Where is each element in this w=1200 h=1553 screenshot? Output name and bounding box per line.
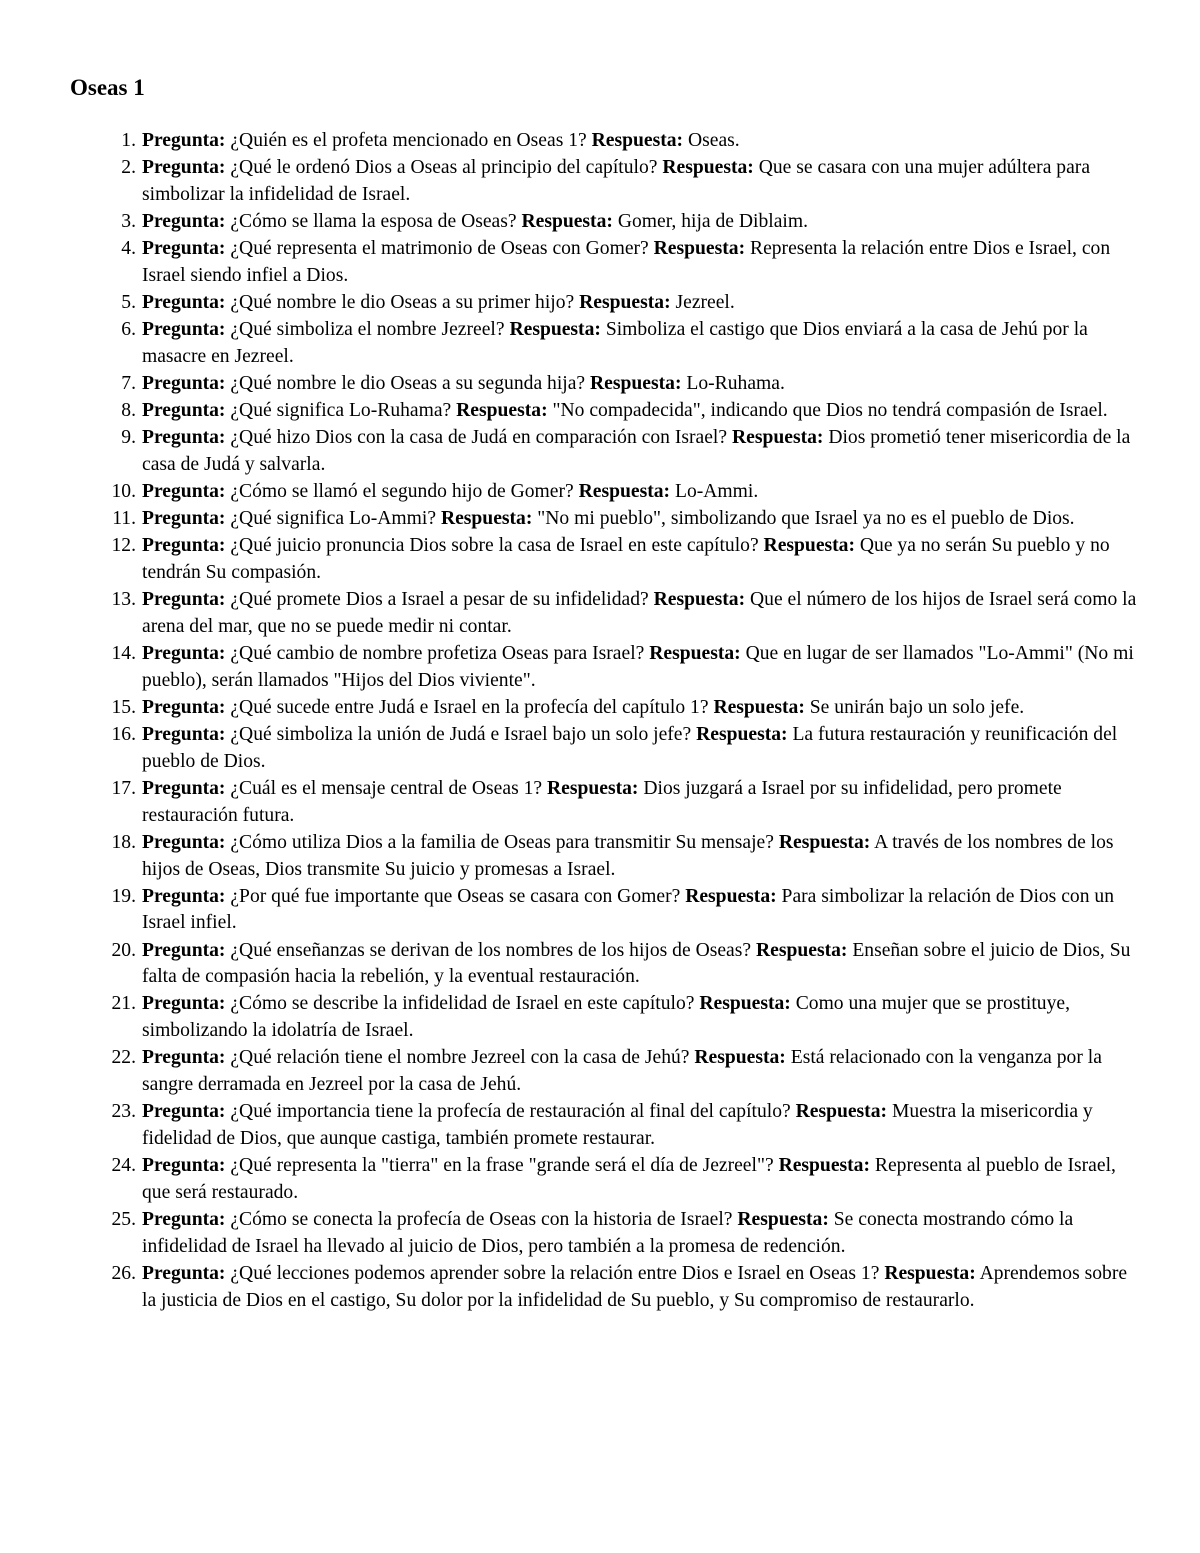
question-label: Pregunta: — [142, 723, 226, 745]
item-number: 26. — [111, 1262, 136, 1284]
question-label: Pregunta: — [142, 508, 226, 530]
question-text: ¿Qué nombre le dio Oseas a su segunda hija? — [230, 372, 586, 394]
qa-item — [0, 722, 1200, 776]
answer-label: Respuesta: — [696, 723, 788, 745]
item-number: 10. — [111, 481, 136, 503]
question-text: ¿Qué promete Dios a Israel a pesar de su infidelidad? — [230, 589, 649, 611]
question-text: ¿Cómo se conecta la profecía de Oseas con la historia de Israel? — [230, 1209, 733, 1230]
answer-text: "No mi pueblo", simbolizando que Israel ya no es el pueblo de Dios. — [537, 508, 1075, 530]
question-text: ¿Por qué fue importante que Oseas se casara con Gomer? — [230, 885, 681, 907]
answer-label: Respuesta: — [579, 291, 671, 313]
answer-label: Respuesta: — [795, 1101, 888, 1123]
question-text: ¿Qué significa Lo-Ammi? — [230, 508, 437, 530]
answer-label: Respuesta: — [653, 589, 746, 611]
qa-item — [0, 776, 1200, 830]
answer-text: Enseñan sobre el juicio de Dios, Su falta de compasión hacia la rebelión, y la eventual restauración. — [142, 939, 1131, 988]
question-text: ¿Qué simboliza el nombre Jezreel? — [230, 319, 505, 341]
question-text: ¿Qué importancia tiene la profecía de restauración al final del capítulo? — [230, 1101, 791, 1123]
answer-text: Que el número de los hijos de Israel será como la arena del mar, que no se puede medir ni contar. — [142, 589, 1137, 637]
question-text: ¿Qué juicio pronuncia Dios sobre la casa de Israel en este capítulo? — [230, 535, 759, 557]
answer-text: "No compadecida", indicando que Dios no tendrá compasión de Israel. — [552, 400, 1108, 422]
answer-label: Respuesta: — [662, 157, 754, 179]
qa-item — [0, 425, 1200, 479]
answer-text: Que se casara con una mujer adúltera para simbolizar la infidelidad de Israel. — [142, 157, 1091, 205]
qa-item — [0, 128, 1200, 155]
answer-label: Respuesta: — [590, 372, 682, 394]
question-text: ¿Qué cambio de nombre profetiza Oseas para Israel? — [230, 643, 645, 664]
question-label: Pregunta: — [142, 535, 226, 557]
answer-text: Gomer, hija de Diblaim. — [617, 210, 809, 232]
question-label: Pregunta: — [142, 210, 226, 232]
item-number: 11. — [112, 508, 136, 530]
question-text: ¿Qué representa la "tierra" en la frase "grande será el día de Jezreel"? — [230, 1155, 774, 1177]
qa-item — [0, 533, 1200, 587]
answer-text: Se conecta mostrando cómo la infidelidad de Israel ha llevado al juicio de Dios, pero también a la promesa de redención. — [142, 1209, 1074, 1257]
item-number: 22. — [111, 1047, 136, 1069]
question-label: Pregunta: — [142, 1262, 226, 1284]
item-number: 15. — [111, 696, 136, 718]
answer-label: Respuesta: — [778, 1155, 870, 1177]
qa-item — [0, 884, 1200, 938]
qa-item — [0, 371, 1200, 398]
question-text: ¿Quién es el profeta mencionado en Oseas 1? — [230, 130, 587, 151]
answer-text: Dios juzgará a Israel por su infidelidad, pero promete restauración futura. — [142, 777, 1062, 826]
answer-text: Para simbolizar la relación de Dios con un Israel infiel. — [142, 885, 1114, 934]
qa-item — [0, 1045, 1200, 1099]
answer-label: Respuesta: — [755, 939, 848, 961]
answer-label: Respuesta: — [653, 238, 746, 260]
qa-item — [0, 587, 1200, 641]
question-label: Pregunta: — [142, 589, 226, 611]
question-label: Pregunta: — [142, 400, 226, 422]
question-text: ¿Qué nombre le dio Oseas a su primer hijo? — [230, 291, 575, 313]
qa-item — [0, 398, 1200, 425]
answer-label: Respuesta: — [591, 130, 684, 151]
item-number: 2. — [121, 157, 136, 179]
qa-item — [0, 506, 1200, 533]
answer-label: Respuesta: — [713, 696, 805, 718]
answer-label: Respuesta: — [578, 481, 671, 503]
question-text: ¿Qué simboliza la unión de Judá e Israel bajo un solo jefe? — [230, 723, 692, 745]
question-label: Pregunta: — [142, 481, 226, 503]
answer-text: Como una mujer que se prostituye, simbolizando la idolatría de Israel. — [142, 993, 1070, 1042]
item-number: 16. — [111, 723, 136, 745]
answer-label: Respuesta: — [440, 508, 533, 530]
question-label: Pregunta: — [142, 993, 226, 1015]
answer-label: Respuesta: — [694, 1047, 786, 1069]
answer-label: Respuesta: — [699, 993, 791, 1015]
answer-text: Representa al pueblo de Israel, que será restaurado. — [142, 1155, 1116, 1203]
question-label: Pregunta: — [142, 427, 226, 449]
item-number: 4. — [121, 238, 136, 260]
item-number: 6. — [121, 319, 136, 341]
answer-label: Respuesta: — [547, 777, 639, 799]
answer-text: Simboliza el castigo que Dios enviará a la casa de Jehú por la masacre en Jezreel. — [142, 319, 1088, 367]
qa-item — [0, 155, 1200, 209]
item-number: 23. — [111, 1101, 136, 1123]
item-number: 21. — [111, 993, 136, 1015]
question-label: Pregunta: — [142, 831, 226, 853]
qa-item — [0, 1153, 1200, 1207]
question-text: ¿Cuál es el mensaje central de Oseas 1? — [230, 777, 543, 799]
qa-item — [0, 209, 1200, 236]
item-number: 5. — [121, 291, 136, 313]
item-number: 12. — [111, 535, 136, 557]
question-text: ¿Qué hizo Dios con la casa de Judá en comparación con Israel? — [230, 427, 728, 449]
answer-text: Muestra la misericordia y fidelidad de Dios, que aunque castiga, también promete restaurar. — [142, 1101, 1093, 1150]
qa-item — [0, 1207, 1200, 1261]
answer-label: Respuesta: — [649, 643, 741, 664]
answer-label: Respuesta: — [456, 400, 548, 422]
question-answer-list — [0, 128, 1200, 1315]
item-number: 19. — [111, 885, 136, 907]
qa-item — [0, 317, 1200, 371]
question-label: Pregunta: — [142, 157, 226, 179]
question-text: ¿Cómo utiliza Dios a la familia de Oseas para transmitir Su mensaje? — [230, 831, 774, 853]
question-text: ¿Qué significa Lo-Ruhama? — [230, 400, 452, 422]
question-text: ¿Cómo se describe la infidelidad de Israel en este capítulo? — [230, 993, 695, 1015]
question-text: ¿Cómo se llamó el segundo hijo de Gomer? — [230, 481, 574, 503]
item-number: 7. — [121, 372, 136, 394]
question-label: Pregunta: — [142, 777, 226, 799]
qa-item — [0, 830, 1200, 884]
question-label: Pregunta: — [142, 238, 226, 260]
question-label: Pregunta: — [142, 885, 226, 907]
answer-text: Lo-Ruhama. — [686, 372, 785, 394]
answer-text: La futura restauración y reunificación del pueblo de Dios. — [142, 723, 1118, 772]
question-text: ¿Qué le ordenó Dios a Oseas al principio del capítulo? — [230, 157, 658, 179]
qa-item — [0, 1099, 1200, 1153]
question-label: Pregunta: — [142, 1047, 226, 1069]
question-text: ¿Qué sucede entre Judá e Israel en la profecía del capítulo 1? — [230, 696, 709, 718]
item-number: 8. — [121, 400, 136, 422]
question-label: Pregunta: — [142, 130, 226, 151]
answer-text: Lo-Ammi. — [674, 481, 759, 503]
answer-text: Representa la relación entre Dios e Israel, con Israel siendo infiel a Dios. — [142, 238, 1111, 286]
question-label: Pregunta: — [142, 1209, 226, 1230]
qa-item — [0, 479, 1200, 506]
item-number: 25. — [111, 1209, 136, 1230]
item-number: 1. — [121, 130, 136, 151]
answer-label: Respuesta: — [685, 885, 777, 907]
answer-text: Que en lugar de ser llamados "Lo-Ammi" (No mi pueblo), serán llamados "Hijos del Dios viviente". — [142, 643, 1134, 691]
qa-item — [0, 695, 1200, 722]
qa-item — [0, 290, 1200, 317]
item-number: 9. — [121, 427, 136, 449]
item-number: 18. — [111, 831, 136, 853]
question-label: Pregunta: — [142, 643, 226, 664]
answer-label: Respuesta: — [884, 1262, 976, 1284]
question-text: ¿Cómo se llama la esposa de Oseas? — [230, 210, 517, 232]
question-label: Pregunta: — [142, 291, 226, 313]
qa-item — [0, 938, 1200, 992]
document-title: Oseas 1 — [70, 75, 145, 100]
question-label: Pregunta: — [142, 319, 226, 341]
question-text: ¿Qué relación tiene el nombre Jezreel con la casa de Jehú? — [230, 1047, 690, 1069]
item-number: 3. — [121, 210, 136, 232]
answer-text: Oseas. — [687, 130, 740, 151]
answer-text: A través de los nombres de los hijos de Oseas, Dios transmite Su juicio y promesas a Israel. — [142, 831, 1114, 880]
item-number: 13. — [111, 589, 136, 611]
question-text: ¿Qué representa el matrimonio de Oseas con Gomer? — [230, 238, 649, 260]
item-number: 14. — [111, 643, 136, 664]
question-label: Pregunta: — [142, 1101, 226, 1123]
answer-label: Respuesta: — [778, 831, 871, 853]
answer-label: Respuesta: — [521, 210, 613, 232]
qa-item — [0, 236, 1200, 290]
question-label: Pregunta: — [142, 372, 226, 394]
answer-text: Está relacionado con la venganza por la sangre derramada en Jezreel por la casa de Jehú. — [142, 1047, 1102, 1096]
answer-label: Respuesta: — [509, 319, 601, 341]
answer-label: Respuesta: — [731, 427, 824, 449]
question-label: Pregunta: — [142, 939, 226, 961]
item-number: 24. — [111, 1155, 136, 1177]
qa-item — [0, 1261, 1200, 1315]
item-number: 20. — [111, 939, 136, 961]
qa-item — [0, 641, 1200, 695]
qa-item — [0, 991, 1200, 1045]
answer-text: Se unirán bajo un solo jefe. — [809, 696, 1025, 718]
answer-label: Respuesta: — [763, 535, 855, 557]
question-text: ¿Qué lecciones podemos aprender sobre la relación entre Dios e Israel en Oseas 1? — [230, 1262, 880, 1284]
answer-text: Jezreel. — [675, 291, 735, 313]
answer-text: Aprendemos sobre la justicia de Dios en el castigo, Su dolor por la infidelidad de Su pueblo, y Su compromiso de restaurarlo. — [142, 1262, 1128, 1311]
question-text: ¿Qué enseñanzas se derivan de los nombres de los hijos de Oseas? — [230, 939, 752, 961]
answer-text: Dios prometió tener misericordia de la casa de Judá y salvarla. — [142, 427, 1131, 475]
item-number: 17. — [111, 777, 136, 799]
question-label: Pregunta: — [142, 1155, 226, 1177]
answer-text: Que ya no serán Su pueblo y no tendrán Su compasión. — [142, 535, 1110, 584]
answer-label: Respuesta: — [737, 1209, 829, 1230]
question-label: Pregunta: — [142, 696, 226, 718]
